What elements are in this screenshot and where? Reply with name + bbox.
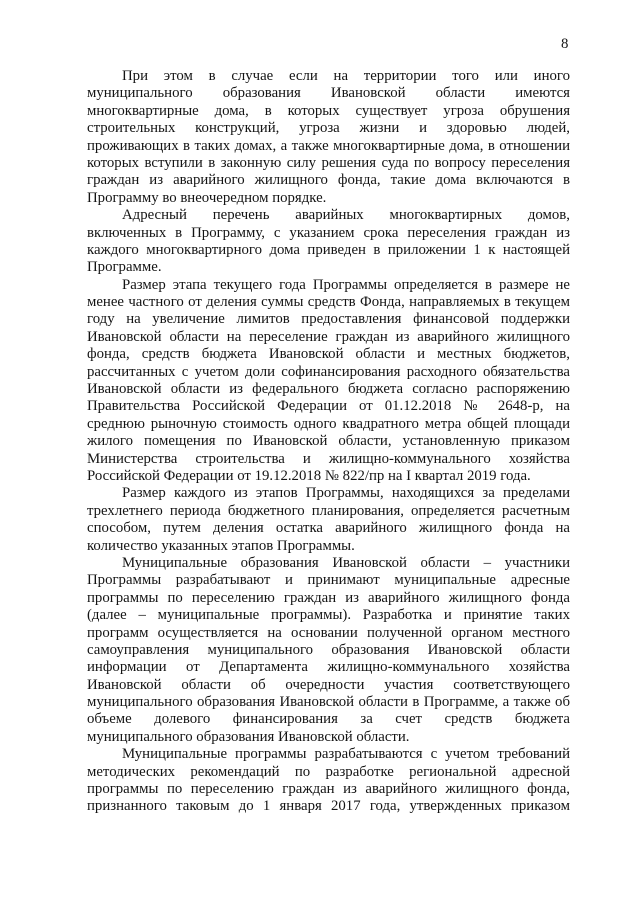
text-line: которых вступили в законную силу решения суда по вопросу переселения	[87, 154, 570, 171]
paragraph-address-list	[87, 207, 570, 277]
text-line: Министерства строительства и жилищно-коммунального хозяйства	[87, 450, 570, 467]
paragraph-emergency-houses	[87, 68, 570, 207]
text-line: программы по переселению граждан из аварийного жилищного фонда	[87, 589, 570, 606]
text-line: каждого многоквартирного дома приведен в приложении 1 к настоящей	[87, 241, 570, 258]
text-line: строительных конструкций, угроза жизни и здоровью людей,	[87, 120, 570, 137]
paragraph-municipal-programs	[87, 555, 570, 746]
text-line: Муниципальные образования Ивановской области – участники	[122, 554, 570, 571]
text-line: методических рекомендаций по разработке региональной адресной	[87, 763, 570, 780]
text-line: среднюю рыночную стоимость одного квадратного метра общей площади	[87, 415, 570, 432]
text-line: Правительства Российской Федерации от 01.12.2018 № 2648-р, на	[87, 398, 570, 415]
page-number: 8	[561, 36, 569, 52]
text-line: муниципального образования Ивановской области.	[87, 728, 410, 745]
text-line: количество указанных этапов Программы.	[87, 537, 355, 554]
text-line: Программу во внеочередном порядке.	[87, 189, 327, 206]
text-line: самоуправления муниципального образования Ивановской области	[87, 641, 570, 658]
text-line: При этом в случае если на территории того или иного	[122, 68, 570, 84]
text-line: граждан из аварийного жилищного фонда, такие дома включаются в	[87, 172, 570, 189]
paragraph-stage-calculation	[87, 485, 570, 555]
text-line: году на увеличение лимитов предоставления финансовой поддержки	[87, 311, 570, 328]
text-line: Российской Федерации от 19.12.2018 № 822/пр на I квартал 2019 года.	[87, 467, 531, 484]
text-line: трехлетнего периода бюджетного планирования, определяется расчетным	[87, 502, 570, 519]
text-line: муниципального образования Ивановской области в Программе, а также об	[87, 694, 570, 711]
body-text	[87, 68, 570, 816]
text-line: признанного таковым до 1 января 2017 года, утвержденных приказом	[87, 798, 570, 815]
text-line: Размер каждого из этапов Программы, находящихся за пределами	[122, 485, 570, 502]
text-line: Размер этапа текущего года Программы определяется в размере не	[122, 276, 570, 293]
text-line: Программе.	[87, 259, 162, 276]
text-line: Ивановской области об очередности участия соответствующего	[87, 676, 570, 693]
text-line: фонда, средств бюджета Ивановской области и местных бюджетов,	[87, 346, 570, 363]
text-line: включенных в Программу, с указанием срока переселения граждан из	[87, 224, 570, 241]
text-line: Адресный перечень аварийных многоквартирных домов,	[122, 207, 570, 224]
text-line: менее частного от деления суммы средств Фонда, направляемых в текущем	[87, 294, 570, 311]
text-line: объеме долевого финансирования за счет средств бюджета	[87, 711, 570, 728]
text-line: информации от Департамента жилищно-коммунального хозяйства	[87, 659, 570, 676]
text-line: многоквартирные дома, в которых существует угроза обрушения	[87, 102, 570, 119]
text-line: способом, путем деления остатка аварийного жилищного фонда на	[87, 520, 570, 537]
paragraph-current-stage-size	[87, 277, 570, 486]
text-line: рассчитанных с учетом доли софинансирования расходного обязательства	[87, 363, 570, 380]
text-line: программы по переселению граждан из аварийного жилищного фонда,	[87, 781, 570, 798]
paragraph-methodical-recommendations	[87, 746, 570, 816]
text-line: проживающих в таких домах, а также многоквартирные дома, в отношении	[87, 137, 570, 154]
text-line: программ осуществляется на основании полученной органом местного	[87, 624, 570, 641]
text-line: (далее – муниципальные программы). Разработка и принятие таких	[87, 607, 570, 624]
text-line: жилого помещения по Ивановской области, установленную приказом	[87, 433, 570, 450]
text-line: Ивановской области из федерального бюджета согласно распоряжению	[87, 381, 570, 398]
text-line: Муниципальные программы разрабатываются с учетом требований	[122, 746, 570, 763]
text-line: Ивановской области на переселение граждан из аварийного жилищного	[87, 328, 570, 345]
text-line: Программы разрабатывают и принимают муниципальные адресные	[87, 572, 570, 589]
text-line: муниципального образования Ивановской области имеются	[87, 85, 570, 102]
